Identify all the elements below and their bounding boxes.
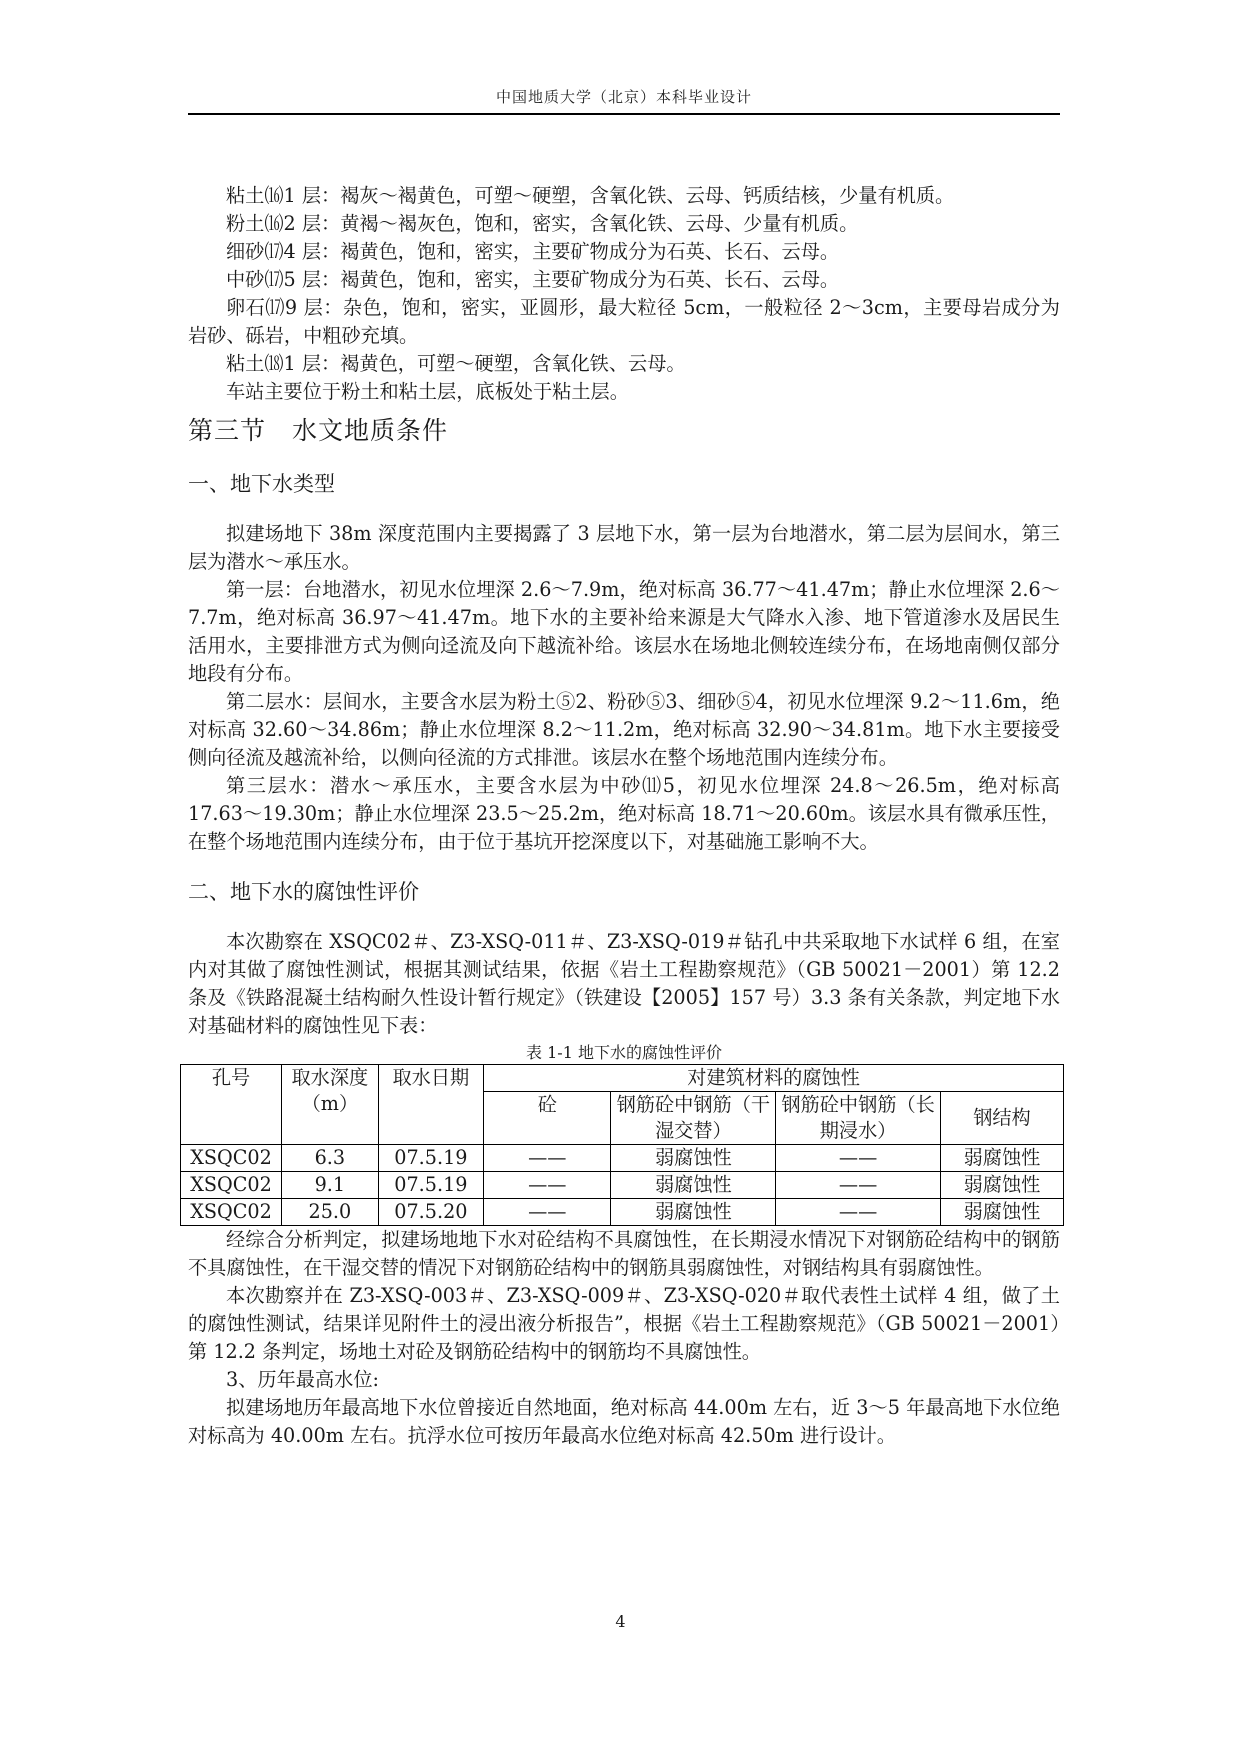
cell-hole: XSQC02 (181, 1199, 282, 1226)
subsection-title-groundwater-types: 一、地下水类型 (188, 472, 335, 496)
header-rebar-immersed: 钢筋砼中钢筋（长期浸水） (776, 1092, 941, 1145)
header-hole: 孔号 (181, 1065, 282, 1145)
cell-steel: 弱腐蚀性 (940, 1199, 1063, 1226)
cell-steel: 弱腐蚀性 (940, 1145, 1063, 1172)
cell-rebar-wet-dry: 弱腐蚀性 (611, 1199, 776, 1226)
table-row (181, 1199, 1064, 1226)
header-concrete: 砼 (484, 1092, 611, 1145)
table-row (181, 1172, 1064, 1199)
paragraph: 拟建场地历年最高地下水位曾接近自然地面，绝对标高 44.00m 左右，近 3～5 年最高地下水位绝对标高为 40.00m 左右。抗浮水位可按历年最高水位绝对标高 42.50m 进行设计。 (188, 1396, 1060, 1447)
cell-date: 07.5.19 (378, 1172, 483, 1199)
cell-rebar-immersed: —— (776, 1172, 941, 1199)
table-row (181, 1145, 1064, 1172)
soil-layer-17-5: 中砂⒄5 层：褐黄色，饱和，密实，主要矿物成分为石英、长石、云母。 (226, 268, 840, 291)
header-corrosion-group: 对建筑材料的腐蚀性 (484, 1065, 1064, 1092)
station-location-note: 车站主要位于粉土和粘土层，底板处于粘土层。 (226, 380, 629, 403)
cell-rebar-immersed: —— (776, 1199, 941, 1226)
paragraph: 第二层水：层间水，主要含水层为粉土⑤2、粉砂⑤3、细砂⑤4，初见水位埋深 9.2～11.6m，绝对标高 32.60～34.86m；静止水位埋深 8.2～11.2m，绝对标高 32.90～34.81m。地下水主要接受侧向径流及越流补给，以侧向径流的方式排泄。该层水在整个场地范围内连续分布。 (188, 690, 1060, 769)
cell-rebar-immersed: —— (776, 1145, 941, 1172)
header-steel: 钢结构 (940, 1092, 1063, 1145)
paragraph: 本次勘察并在 Z3-XSQ-003＃、Z3-XSQ-009＃、Z3-XSQ-020＃取代表性土试样 4 组，做了土的腐蚀性测试，结果详见附件土的浸出液分析报告”，根据《岩土工程勘察规范》（GB 50021－2001）第 12.2 条判定，场地土对砼及钢筋砼结构中的钢筋均不具腐蚀性。 (188, 1284, 1060, 1363)
soil-layer-17-9: 卵石⒄9 层：杂色，饱和，密实，亚圆形，最大粒径 5cm，一般粒径 2～3cm，主要母岩成分为岩砂、砾岩，中粗砂充填。 (188, 296, 1060, 347)
cell-depth: 9.1 (282, 1172, 379, 1199)
table-caption: 表 1-1 地下水的腐蚀性评价 (526, 1043, 722, 1062)
cell-rebar-wet-dry: 弱腐蚀性 (611, 1172, 776, 1199)
paragraph: 第三层水：潜水～承压水，主要含水层为中砂⑾5，初见水位埋深 24.8～26.5m，绝对标高 17.63～19.30m；静止水位埋深 23.5～25.2m，绝对标高 18.71～20.60m。该层水具有微承压性，在整个场地范围内连续分布，由于位于基坑开挖深度以下，对基础施工影响不大。 (188, 774, 1060, 853)
soil-layer-16-1: 粘土⒃1 层：褐灰～褐黄色，可塑～硬塑，含氧化铁、云母、钙质结核，少量有机质。 (226, 184, 955, 207)
paragraph: 经综合分析判定，拟建场地地下水对砼结构不具腐蚀性，在长期浸水情况下对钢筋砼结构中的钢筋不具腐蚀性，在干湿交替的情况下对钢筋砼结构中的钢筋具弱腐蚀性，对钢结构具有弱腐蚀性。 (188, 1228, 1060, 1279)
paragraph: 本次勘察在 XSQC02＃、Z3-XSQ-011＃、Z3-XSQ-019＃钻孔中共采取地下水试样 6 组，在室内对其做了腐蚀性测试，根据其测试结果，依据《岩土工程勘察规范》（GB 50021－2001）第 12.2 条及《铁路混凝土结构耐久性设计暂行规定》（铁建设【2005】157 号）3.3 条有关条款，判定地下水对基础材料的腐蚀性见下表： (188, 930, 1060, 1037)
paragraph: 拟建场地下 38m 深度范围内主要揭露了 3 层地下水，第一层为台地潜水，第二层为层间水，第三层为潜水～承压水。 (188, 522, 1060, 573)
cell-concrete: —— (484, 1199, 611, 1226)
soil-layer-16-2: 粉土⒃2 层：黄褐～褐灰色，饱和，密实，含氧化铁、云母、少量有机质。 (226, 212, 859, 235)
cell-steel: 弱腐蚀性 (940, 1172, 1063, 1199)
highest-water-level-heading: 3、历年最高水位: (226, 1368, 379, 1391)
header-depth: 取水深度（m） (282, 1065, 379, 1145)
cell-depth: 25.0 (282, 1199, 379, 1226)
soil-layer-18-1: 粘土⒅1 层：褐黄色，可塑～硬塑，含氧化铁、云母。 (226, 352, 686, 375)
page-header: 中国地质大学（北京）本科毕业设计 (495, 88, 752, 106)
soil-layer-17-4: 细砂⒄4 层：褐黄色，饱和，密实，主要矿物成分为石英、长石、云母。 (226, 240, 840, 263)
cell-concrete: —— (484, 1172, 611, 1199)
cell-concrete: —— (484, 1145, 611, 1172)
header-rule (188, 113, 1060, 115)
subsection-title-corrosion: 二、地下水的腐蚀性评价 (188, 880, 419, 904)
cell-rebar-wet-dry: 弱腐蚀性 (611, 1145, 776, 1172)
paragraph: 第一层：台地潜水，初见水位埋深 2.6～7.9m，绝对标高 36.77～41.47m；静止水位埋深 2.6～7.7m，绝对标高 36.97～41.47m。地下水的主要补给来源是大气降水入渗、地下管道渗水及居民生活用水，主要排泄方式为侧向迳流及向下越流补给。该层水在场地北侧较连续分布，在场地南侧仅部分地段有分布。 (188, 578, 1060, 685)
page-body (188, 182, 1060, 1450)
header-date: 取水日期 (378, 1065, 483, 1145)
corrosion-table (180, 1064, 1064, 1226)
cell-date: 07.5.19 (378, 1145, 483, 1172)
cell-depth: 6.3 (282, 1145, 379, 1172)
cell-date: 07.5.20 (378, 1199, 483, 1226)
cell-hole: XSQC02 (181, 1172, 282, 1199)
cell-hole: XSQC02 (181, 1145, 282, 1172)
page-number: 4 (615, 1612, 626, 1631)
header-rebar-wet-dry: 钢筋砼中钢筋（干湿交替） (611, 1092, 776, 1145)
section-title: 第三节 水文地质条件 (188, 416, 449, 445)
